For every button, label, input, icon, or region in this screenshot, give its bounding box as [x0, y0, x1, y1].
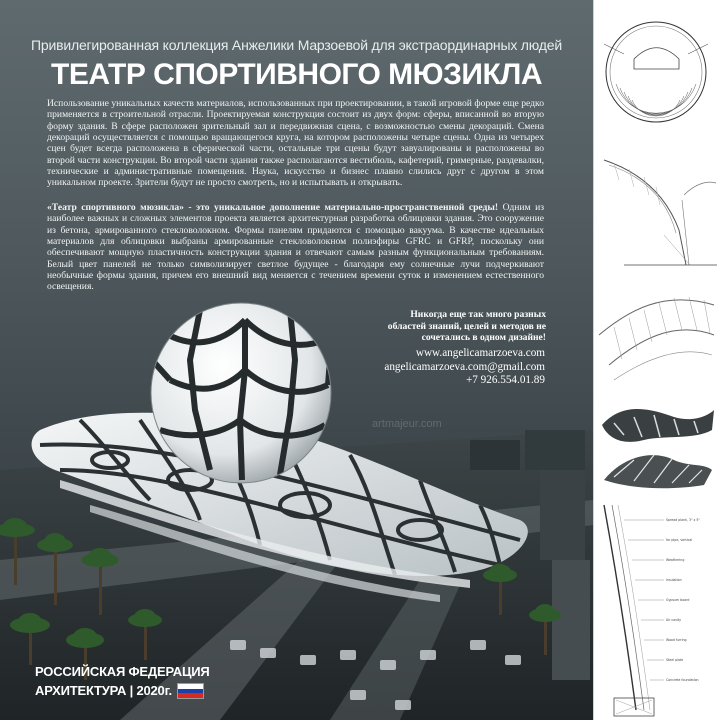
watermark: artmajeur.com — [372, 418, 442, 430]
detail-label: Wood furring — [666, 638, 687, 642]
slogan — [366, 309, 546, 344]
russian-flag-icon — [177, 683, 204, 699]
floor-plan-drawing — [594, 14, 717, 134]
structure-wireframe — [594, 285, 717, 390]
contacts — [360, 347, 545, 388]
slogan-line-2: областей знаний, целей и методов не — [387, 320, 546, 332]
slogan-line-1: Никогда еще так много разных — [410, 309, 546, 320]
slogan-line-3: сочетались в одном дизайне! — [421, 332, 546, 344]
detail-label: for pipe, vertical — [666, 538, 693, 542]
detail-label: Steel plate — [666, 658, 684, 662]
facade-detail-drawing — [594, 500, 717, 720]
drawings-strip — [593, 0, 717, 720]
detail-label: Air cavity — [666, 618, 682, 622]
description-paragraph-2-text: Одним из наиболее важных и сложных элементов проекта является архитектурная разработка облицовки здания. Это сооружение из бетона, армированного стекловолокном. Формы панелям придаются с помощью вакуума. В качестве идеальных материалов для облицовки выбраны армированные стекловолокном полиэфиры GFRC и GFRP, поскольку они обеспечивают мощную пластичность конструкции здания и отвечают самым разным функциональным требованиям. Белый цвет панелей не только символизирует светлое будущее - благодаря ему солнечные лучи подчеркивают необычные формы здания, причем его внешний вид меняется с течением времени суток и изменением естественного освещения. — [47, 202, 544, 293]
collection-subtitle: Привилегированная коллекция Анжелики Марзоевой для экстраординарных людей — [31, 37, 562, 53]
shell-model-2 — [594, 445, 717, 495]
description-highlight: «Театр спортивного мюзикла» - это уникальное дополнение материально-пространственной среды! — [47, 202, 499, 213]
phone-number: +7 926.554.01.89 — [465, 374, 545, 387]
website-link[interactable]: www.angelicamarzoeva.com — [415, 347, 545, 359]
shell-model-1 — [594, 395, 717, 450]
detail-label: Concrete foundation — [666, 678, 699, 682]
detail-label: Insulation — [666, 578, 682, 582]
footer-category: АРХИТЕКТУРА | 2020г. — [35, 683, 172, 698]
detail-label: Gypsum board — [666, 598, 690, 602]
detail-label: Spread plank, 3" x 5" — [666, 518, 700, 522]
flag-stripe-red — [178, 693, 203, 698]
section-sketch — [594, 155, 717, 270]
description-paragraph-1: Использование уникальных качеств материалов, использованных при проектировании, в такой игровой форме еще редко применяется в строительной отрасли. Проектируемая конструкция состоит из двух форм: сферы, вписанной во вторую форму здания. В сфере расположен зрительный зал и передвижная сцена, с возможностью смены декораций. Смена декораций осуществляется с помощью вращающегося круга, на котором расположены четыре сцены. Одна из четырех сцен будет всегда расположена в сферической части, остальные три сцены будут завуалированы и расположены во второй части конструкции. Во второй части здания также располагаются вестибюль, кафетерий, гримерные, раздевалки, технические и административные помещения. Наука, искусство и бизнес плавно слились друг с другом в этом уникальном проекте. Зрители будут не просто смотреть, но и испытывать и открывать. — [47, 98, 544, 189]
project-title: ТЕАТР СПОРТИВНОГО МЮЗИКЛА — [51, 58, 542, 91]
email-link[interactable]: angelicamarzoeva.com@gmail.com — [384, 360, 545, 373]
footer-country: РОССИЙСКАЯ ФЕДЕРАЦИЯ — [35, 664, 210, 679]
description-paragraph-2 — [47, 202, 544, 293]
detail-label: Weathering — [666, 558, 685, 562]
